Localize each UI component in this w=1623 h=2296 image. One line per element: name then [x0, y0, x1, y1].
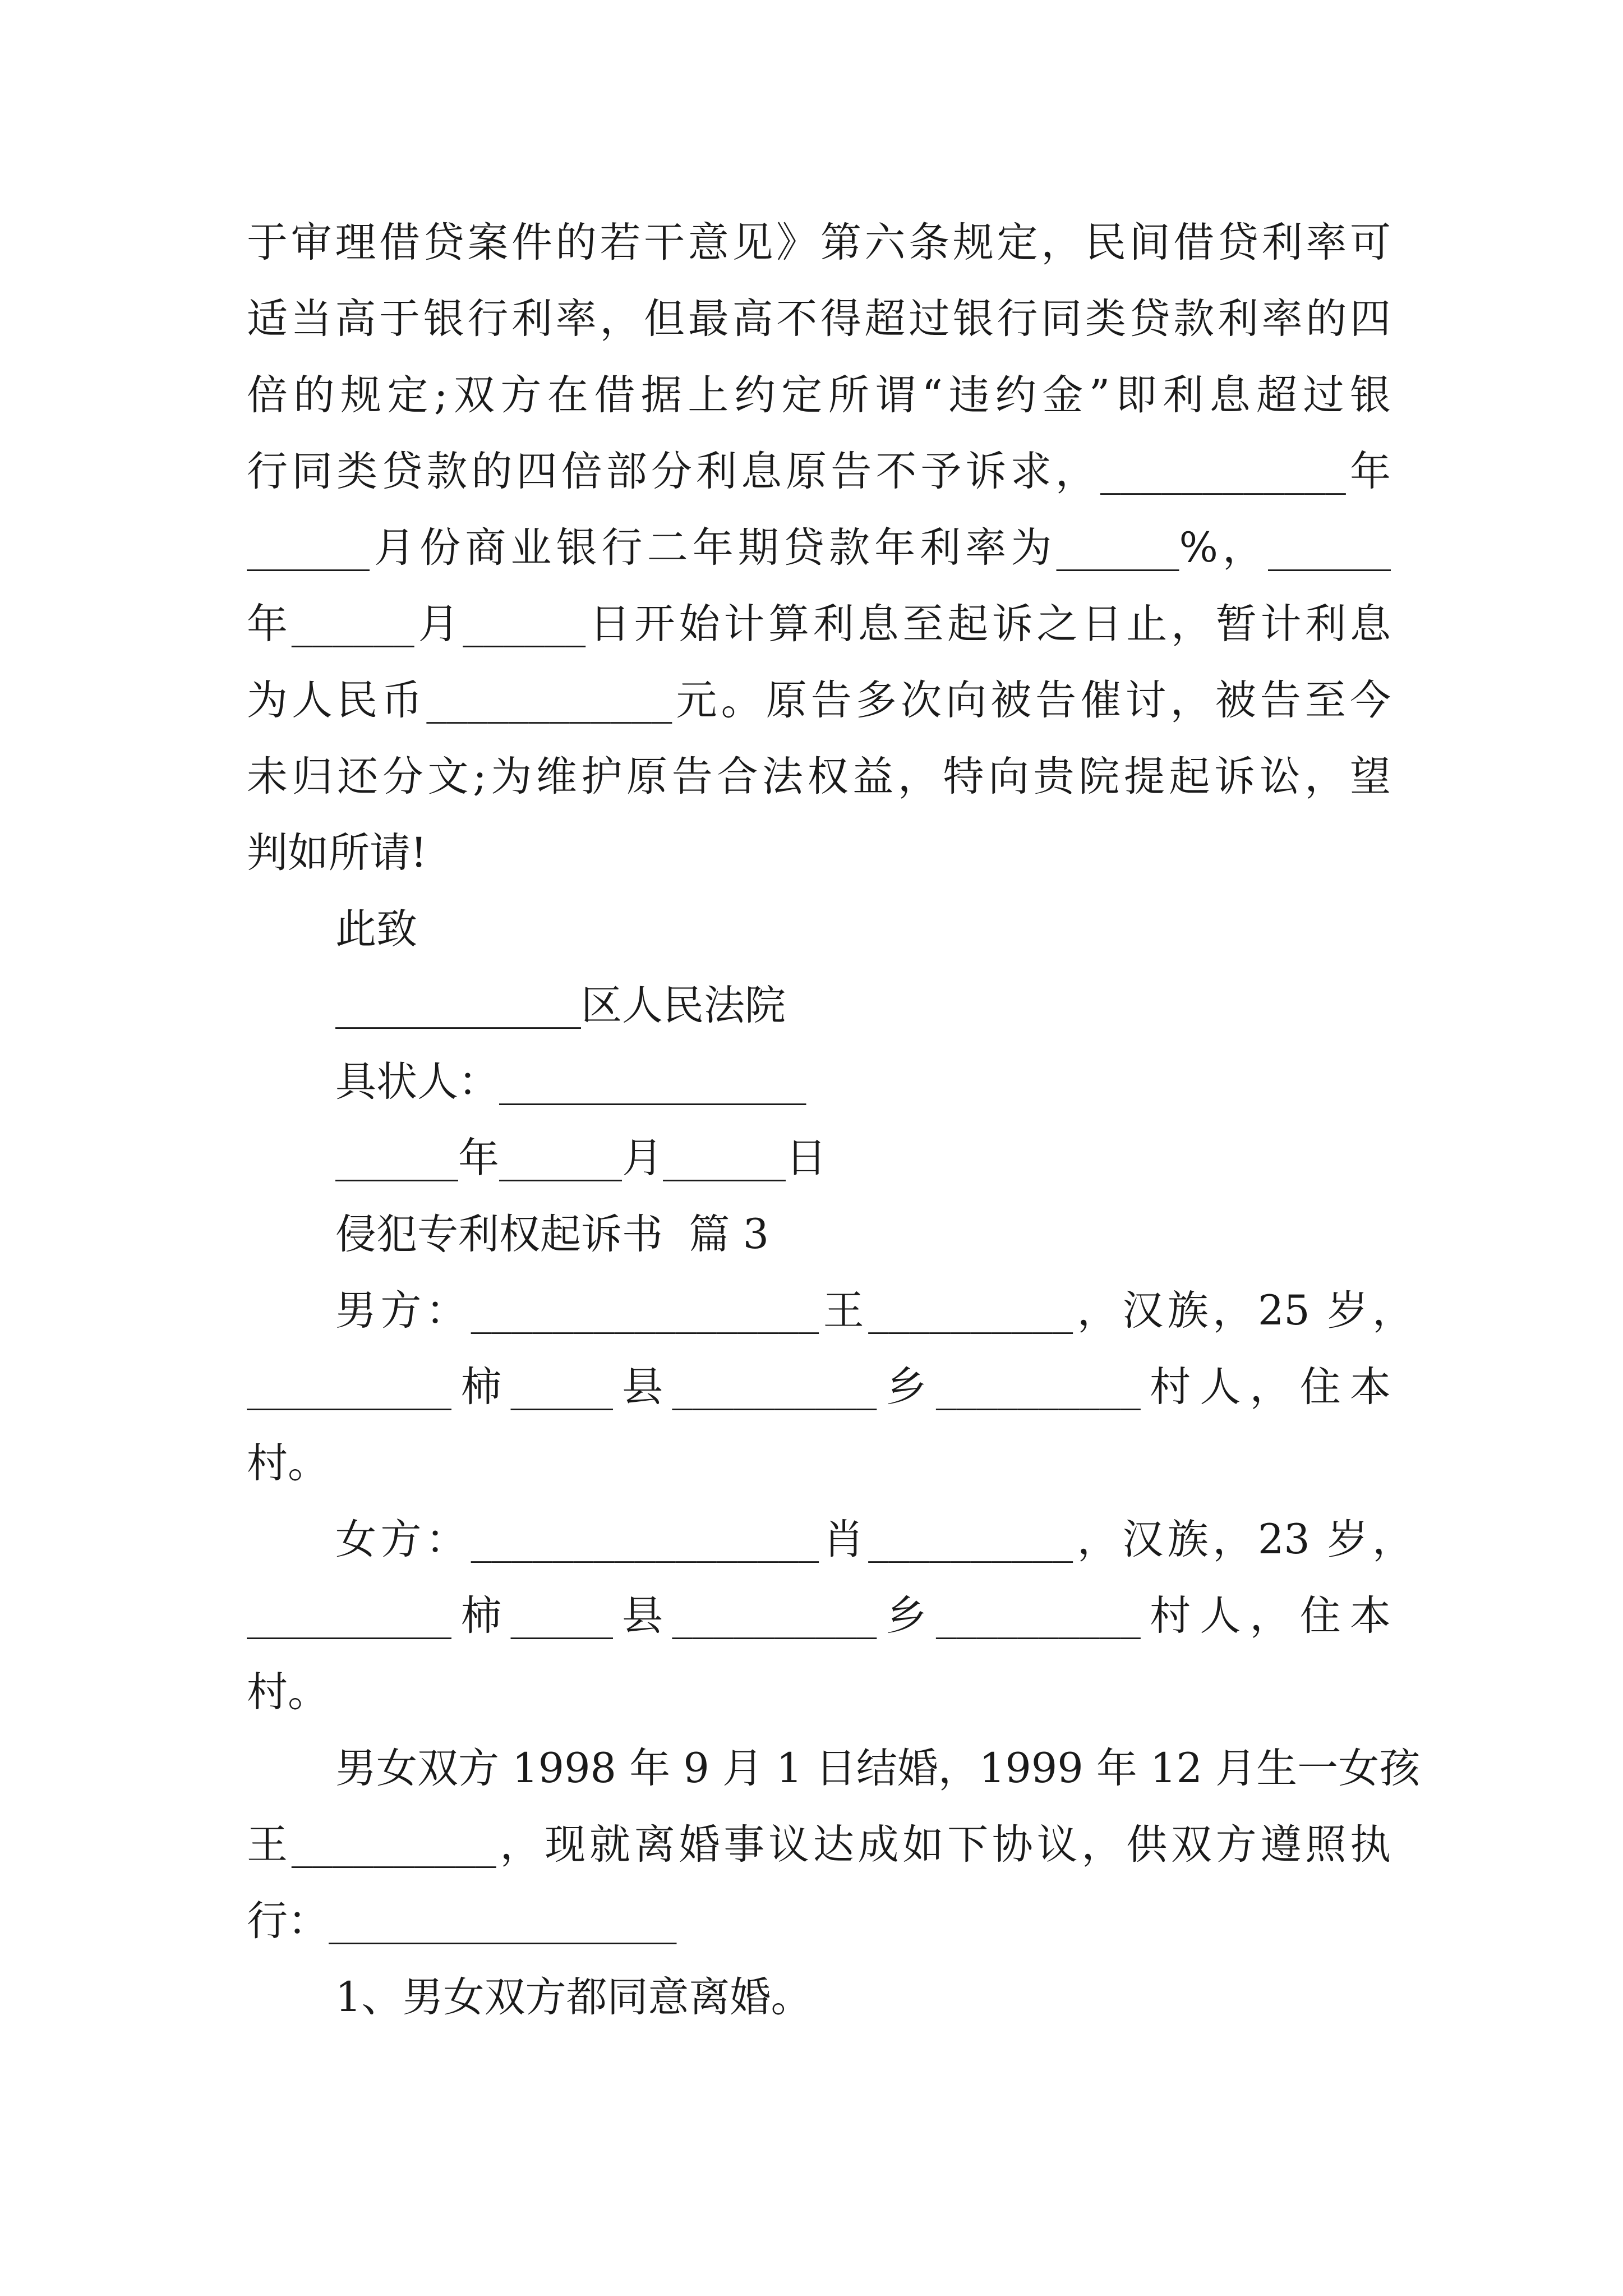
- signer-line: 具状人：_______________: [335, 1058, 806, 1106]
- paragraph-line: ______月份商业银行二年期贷款年利率为______%，______: [247, 524, 1391, 572]
- paragraph-line: __________柿_____县__________乡__________村人，住本: [247, 1363, 1391, 1411]
- paragraph-line: 于审理借贷案件的若干意见》第六条规定，民间借贷利率可: [247, 219, 1391, 266]
- paragraph-line: 1、男女双方都同意离婚。: [335, 1973, 812, 2021]
- salutation-line: 此致: [335, 905, 417, 953]
- paragraph-line: 男女双方 1998 年 9 月 1 日结婚，1999 年 12 月生一女孩: [335, 1745, 1421, 1792]
- paragraph-line: 年______月______日开始计算利息至起诉之日止，暂计利息: [247, 600, 1391, 648]
- paragraph-line: 王__________，现就离婚事议达成如下协议，供双方遵照执: [247, 1821, 1391, 1869]
- paragraph-line: 女方：_________________肖__________，汉族，23 岁，: [335, 1516, 1413, 1563]
- paragraph-line: 男方：_________________王__________，汉族，25 岁，: [335, 1287, 1413, 1335]
- paragraph-line: 适当高于银行利率，但最高不得超过银行同类贷款利率的四: [247, 295, 1391, 343]
- paragraph-line: 判如所请!: [247, 829, 427, 877]
- paragraph-line: 村。: [247, 1439, 329, 1487]
- paragraph-line: 为人民币____________元。原告多次向被告催讨，被告至今: [247, 677, 1391, 724]
- section-heading: 侵犯专利权起诉书 篇 3: [335, 1211, 769, 1258]
- paragraph-line: 行：_________________: [247, 1897, 677, 1945]
- court-name-line: ____________区人民法院: [335, 982, 786, 1029]
- paragraph-line: __________柿_____县__________乡__________村人，住本: [247, 1592, 1391, 1640]
- paragraph-line: 未归还分文;为维护原告合法权益，特向贵院提起诉讼，望: [247, 753, 1391, 800]
- paragraph-line: 行同类贷款的四倍部分利息原告不予诉求，____________年: [247, 448, 1391, 495]
- date-line: ______年______月______日: [335, 1134, 827, 1182]
- paragraph-line: 倍的规定;双方在借据上约定所谓“违约金”即利息超过银: [247, 371, 1391, 419]
- paragraph-line: 村。: [247, 1668, 329, 1716]
